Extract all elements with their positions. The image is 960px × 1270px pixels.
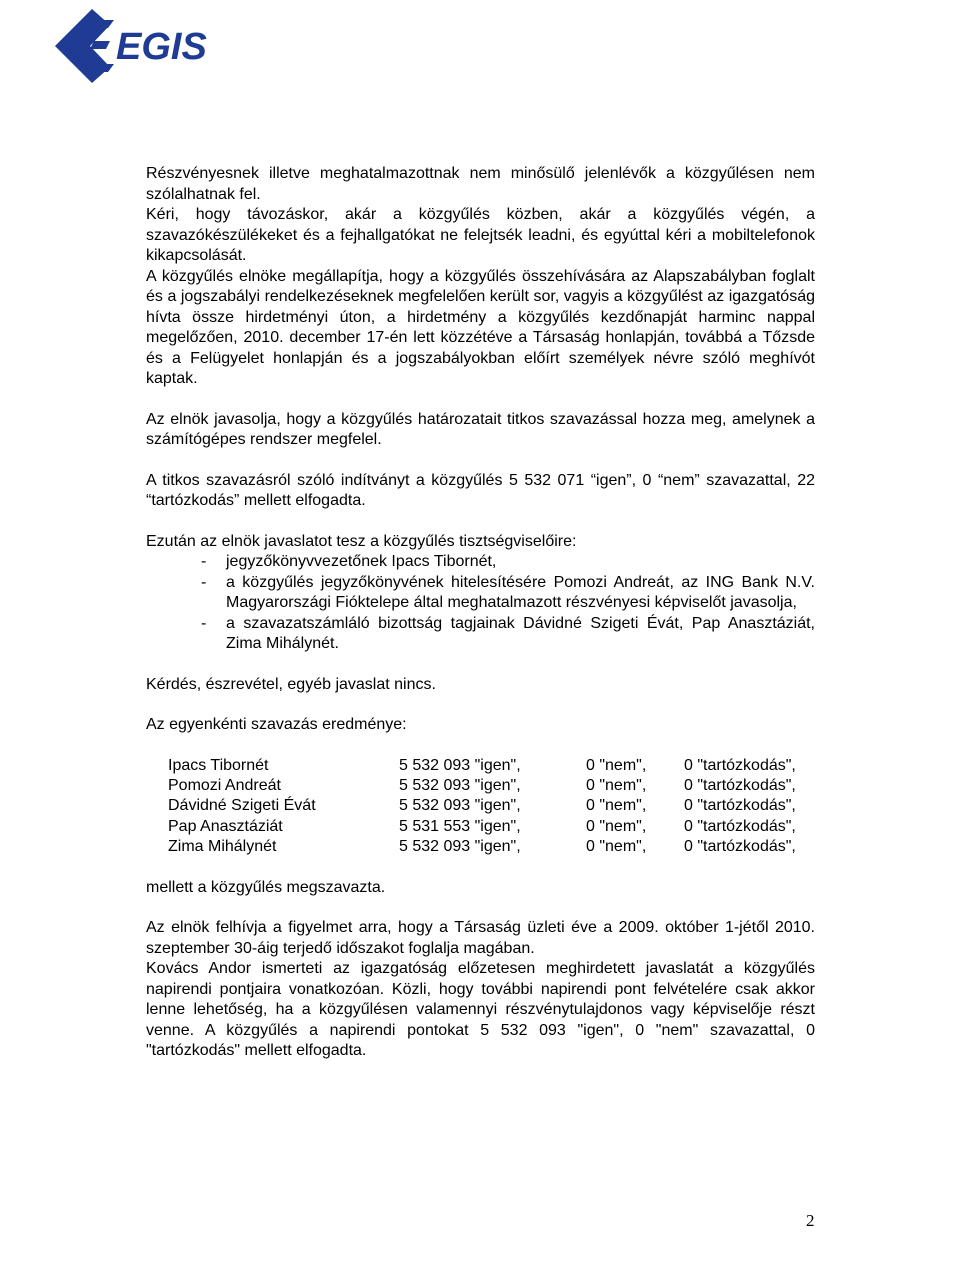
table-row xyxy=(168,817,796,837)
vote-nem: 0 "nem", xyxy=(586,838,647,856)
vote-igen: 5 532 093 "igen", xyxy=(399,838,521,856)
vote-name: Zima Mihálynét xyxy=(168,838,277,856)
page-number: 2 xyxy=(806,1211,815,1230)
list-dash: - xyxy=(201,614,207,632)
paragraph-convocation: A közgyűlés elnöke megállapítja, hogy a közgyűlés összehívására az Alapszabályban foglalt és a jogszabályi rendelkezéseknek megfelelően került sor, vagyis a közgyűlést az igazgatóság hívta össze hirdetményi úton, a hirdetmény a közgyűlés kezdőnapját harminc nappal megelőzően, 2010. december 17-én lett közzétéve a Társaság honlapján, továbbá a Tőzsde és a Felügyelet honlapján és a jogszabályokban előírt személyek névre szóló meghívót kaptak. xyxy=(146,267,815,387)
list-item xyxy=(146,552,815,573)
table-row xyxy=(168,776,796,796)
paragraph-vote-results-intro: Az egyenkénti szavazás eredménye: xyxy=(146,716,407,733)
list-dash: - xyxy=(201,553,207,570)
paragraph-secret-ballot-result: A titkos szavazásról szóló indítványt a közgyűlés 5 532 071 “igen”, 0 “nem” szavazattal, 22 “tartózkodás” mellett elfogadta. xyxy=(146,471,815,509)
vote-results-table xyxy=(168,756,796,858)
vote-igen: 5 532 093 "igen", xyxy=(399,756,521,774)
vote-name: Dávidné Szigeti Évát xyxy=(168,797,316,815)
list-item xyxy=(146,573,815,614)
paragraph-agenda: Kovács Andor ismerteti az igazgatóság előzetesen meghirdetett javaslatát a közgyűlés napirendi pontjaira vonatkozóan. Közli, hogy további napirendi pont felvételére csak akkor lenne lehetőség, ha a közgyűlésen valamennyi részvénytulajdonos vagy képviselője részt venne. A közgyűlés a napirendi pontokat 5 532 093 "igen", 0 "nem" szavazattal, 0 "tartózkodás" mellett elfogadta. xyxy=(146,960,815,1060)
paragraph-adopted: mellett a közgyűlés megszavazta. xyxy=(146,878,386,896)
vote-igen: 5 532 093 "igen", xyxy=(399,797,521,815)
list-item-text: a közgyűlés jegyzőkönyvének hitelesítésére Pomozi Andreát, az ING Bank N.V. Magyarországi Fióktelepe által meghatalmazott részvényesi képviselőt javasolja, xyxy=(226,573,815,611)
paragraph-officers-intro: Ezután az elnök javaslatot tesz a közgyűlés tisztségviselőire: xyxy=(146,532,577,550)
egis-logo xyxy=(54,8,210,84)
paragraph-non-shareholders: Részvényesnek illetve meghatalmazottnak nem minősülő jelenlévők a közgyűlésen nem szólalhatnak fel. xyxy=(146,165,815,203)
logo-text: EGIS xyxy=(116,26,207,68)
list-item-text: jegyzőkönyvvezetőnek Ipacs Tibornét, xyxy=(226,553,497,570)
vote-igen: 5 532 093 "igen", xyxy=(399,776,521,794)
vote-nem: 0 "nem", xyxy=(586,756,647,774)
vote-tartozkodas: 0 "tartózkodás", xyxy=(684,838,796,856)
vote-tartozkodas: 0 "tartózkodás", xyxy=(684,756,796,774)
vote-igen: 5 531 553 "igen", xyxy=(399,817,521,835)
officers-list xyxy=(146,552,815,655)
paragraph-business-year: Az elnök felhívja a figyelmet arra, hogy a Társaság üzleti éve a 2009. október 1-jétől 2010. szeptember 30-áig terjedő időszakot foglalja magában. xyxy=(146,919,815,957)
list-item xyxy=(146,614,815,655)
vote-tartozkodas: 0 "tartózkodás", xyxy=(684,776,796,794)
vote-tartozkodas: 0 "tartózkodás", xyxy=(684,817,796,835)
vote-name: Pomozi Andreát xyxy=(168,776,281,794)
vote-name: Ipacs Tibornét xyxy=(168,756,269,774)
table-row xyxy=(168,756,796,776)
vote-nem: 0 "nem", xyxy=(586,817,647,835)
paragraph-secret-ballot-proposal: Az elnök javasolja, hogy a közgyűlés határozatait titkos szavazással hozza meg, amelynek a számítógépes rendszer megfelel. xyxy=(146,410,815,448)
vote-nem: 0 "nem", xyxy=(586,797,647,815)
document-body xyxy=(146,164,815,1062)
list-item-text: a szavazatszámláló bizottság tagjainak Dávidné Szigeti Évát, Pap Anasztáziát, Zima Mihálynét. xyxy=(226,614,815,652)
paragraph-devices-return: Kéri, hogy távozáskor, akár a közgyűlés közben, akár a közgyűlés végén, a szavazókészülékeket és a fejhallgatókat ne felejtsék leadni, és egyúttal kéri a mobiltelefonok kikapcsolását. xyxy=(146,206,815,264)
table-row xyxy=(168,796,796,816)
vote-tartozkodas: 0 "tartózkodás", xyxy=(684,797,796,815)
list-dash: - xyxy=(201,573,207,591)
vote-name: Pap Anasztáziát xyxy=(168,817,283,835)
paragraph-no-questions: Kérdés, észrevétel, egyéb javaslat nincs. xyxy=(146,675,436,693)
vote-nem: 0 "nem", xyxy=(586,776,647,794)
table-row xyxy=(168,837,796,857)
